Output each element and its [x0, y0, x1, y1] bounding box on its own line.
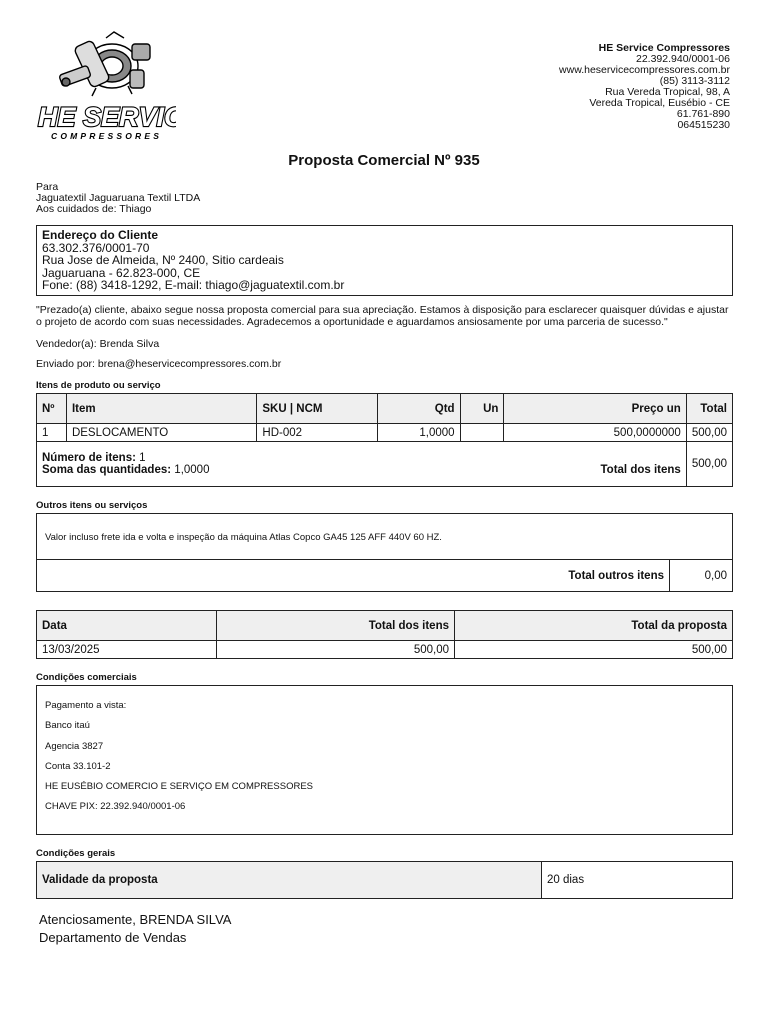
totals-proposal-total: 500,00	[455, 641, 733, 659]
table-row	[37, 424, 733, 442]
client-heading: Endereço do Cliente	[42, 228, 159, 242]
seller-text: Vendedor(a): Brenda Silva	[36, 338, 160, 350]
company-phone: (85) 3113-3112	[659, 75, 730, 87]
other-total-value: 0,00	[670, 560, 733, 592]
qty-sum-value: 1,0000	[174, 464, 210, 476]
row-sku: HD-002	[257, 424, 377, 442]
row-unit	[460, 424, 504, 442]
items-table	[36, 393, 733, 487]
validity-value: 20 dias	[542, 862, 733, 899]
items-section-label: Itens de produto ou serviço	[36, 380, 161, 391]
other-section-label: Outros itens ou serviços	[36, 500, 148, 511]
row-item: DESLOCAMENTO	[66, 424, 256, 442]
col-item: Item	[66, 394, 256, 424]
client-contact: Fone: (88) 3418-1292, E-mail: thiago@jaguatextil.com.br	[42, 278, 345, 293]
company-cnpj: 22.392.940/0001-06	[635, 53, 730, 65]
validity-label: Validade da proposta	[37, 862, 542, 899]
commercial-line: Agencia 3827	[45, 740, 104, 752]
col-date: Data	[37, 611, 217, 641]
general-section-label: Condições gerais	[36, 848, 116, 859]
company-code: 064515230	[677, 119, 730, 131]
company-name: HE Service Compressores	[598, 42, 730, 54]
client-street: Rua Jose de Almeida, Nº 2400, Sitio cardeais	[42, 253, 284, 268]
sent-by-text: Enviado por: brena@heservicecompressores.com.br	[36, 358, 282, 370]
intro-text: "Prezado(a) cliente, abaixo segue nossa proposta comercial para sua apreciação. Estamos à disposição para esclarecer quaisquer dúvidas e ajustar o projeto de acordo com suas necessidades. Agradecemos a oportunidade e aguardamos ansiosamente por uma parceria de sucesso."	[36, 304, 729, 328]
item-count-label: Número de itens:	[42, 452, 136, 464]
recipient-label: Para	[36, 181, 59, 193]
commercial-line: Banco itaú	[45, 720, 90, 732]
signature-block	[39, 911, 231, 947]
page-title: Proposta Comercial Nº 935	[288, 152, 480, 169]
compressor-icon	[36, 30, 176, 148]
row-price: 500,0000000	[504, 424, 686, 442]
svg-text:HE SERVICE: HE SERVI	[38, 102, 165, 132]
other-total-table	[36, 559, 733, 592]
col-no: Nº	[37, 394, 67, 424]
col-price: Preço un	[504, 394, 686, 424]
items-summary	[37, 442, 687, 487]
client-city: Jaguaruana - 62.823-000, CE	[42, 265, 201, 280]
item-count-value: 1	[139, 452, 146, 464]
col-sku: SKU | NCM	[257, 394, 377, 424]
qty-sum-label: Soma das quantidades:	[42, 464, 172, 476]
other-description: Valor incluso frete ida e volta e inspeção da máquina Atlas Copco GA45 125 AFF 440V 60 HZ.	[45, 532, 442, 543]
row-qty: 1,0000	[377, 424, 460, 442]
signature-line2: Departamento de Vendas	[39, 930, 187, 945]
items-summary-row	[37, 442, 733, 487]
client-address-box	[36, 225, 733, 296]
items-total-value: 500,00	[686, 442, 732, 487]
table-row	[37, 641, 733, 659]
recipient-name: Jaguatextil Jaguaruana Textil LTDA	[36, 192, 201, 204]
company-zip: 61.761-890	[676, 108, 730, 120]
col-qty: Qtd	[377, 394, 460, 424]
commercial-line: CHAVE PIX: 22.392.940/0001-06	[45, 801, 186, 813]
recipient-attention: Aos cuidados de: Thiago	[36, 203, 152, 215]
other-items-box	[36, 513, 733, 560]
company-logo	[36, 30, 176, 148]
totals-table	[36, 610, 733, 659]
company-info	[559, 43, 730, 131]
company-address-line1: Rua Vereda Tropical, 98, A	[605, 86, 730, 98]
signature-line1: Atenciosamente, BRENDA SILVA	[39, 912, 232, 927]
commercial-line: Conta 33.101-2	[45, 760, 111, 772]
col-unit: Un	[460, 394, 504, 424]
commercial-line: Pagamento a vista:	[45, 700, 127, 711]
svg-text:HE SERVICE: HE SERVI	[38, 102, 165, 132]
commercial-conditions-box	[36, 685, 733, 835]
row-no: 1	[37, 424, 67, 442]
other-total-label: Total outros itens	[37, 560, 670, 592]
svg-text:COMPRESSORES: COMPRESSORES	[51, 131, 163, 141]
totals-items-total: 500,00	[217, 641, 455, 659]
col-proposal-total: Total da proposta	[455, 611, 733, 641]
totals-date: 13/03/2025	[37, 641, 217, 659]
col-total: Total	[686, 394, 732, 424]
company-website[interactable]: www.heservicecompressores.com.br	[559, 64, 730, 76]
company-address-line2: Vereda Tropical, Eusébio - CE	[589, 97, 730, 109]
commercial-section-label: Condições comerciais	[36, 672, 137, 683]
items-total-label: Total dos itens	[600, 464, 681, 476]
recipient-block	[36, 182, 200, 215]
general-conditions-table	[36, 861, 733, 899]
commercial-line: HE EUSÉBIO COMERCIO E SERVIÇO EM COMPRESSORES	[45, 781, 313, 793]
client-cnpj: 63.302.376/0001-70	[42, 240, 150, 255]
row-total: 500,00	[686, 424, 732, 442]
col-items-total: Total dos itens	[217, 611, 455, 641]
